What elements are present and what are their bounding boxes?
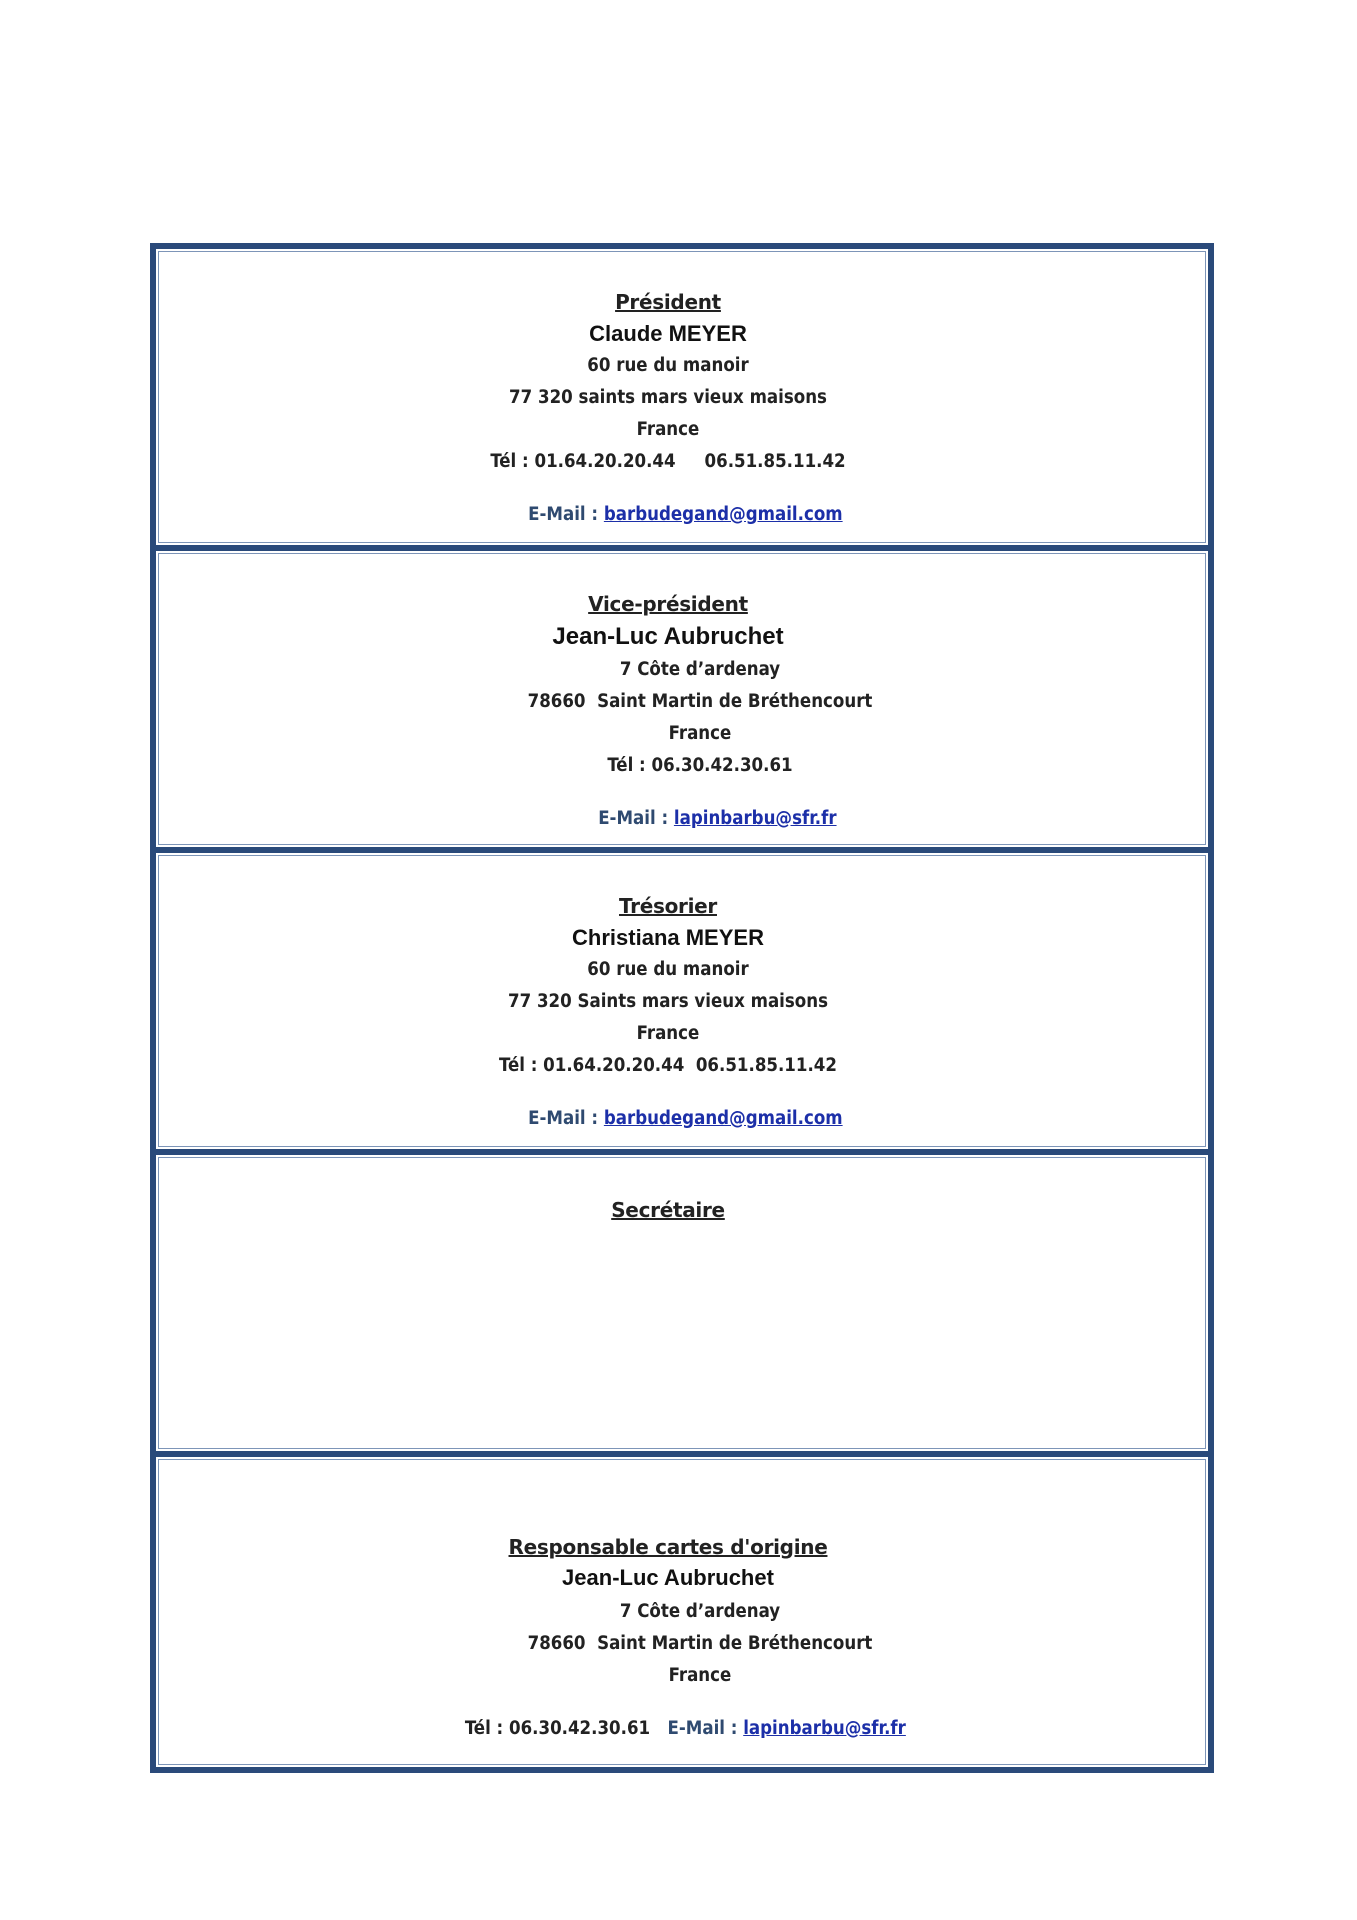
person-name: Claude MEYER [589, 321, 747, 346]
phone-email-line [142, 1697, 1194, 1760]
section-origin-cards-manager [150, 1451, 1214, 1773]
phone-numbers: Tél : 01.64.20.20.44 06.51.85.11.42 [499, 1055, 837, 1076]
country: France [636, 419, 700, 440]
email-line [174, 787, 1226, 850]
address-line-1: 60 rue du manoir [587, 355, 749, 376]
role-title: Responsable cartes d'origine [508, 1535, 828, 1559]
country: France [668, 1665, 732, 1686]
email-label: E-Mail : [528, 504, 604, 525]
person-name: Christiana MEYER [572, 925, 764, 950]
country: France [668, 723, 732, 744]
section-vice-president [150, 545, 1214, 853]
country: France [636, 1023, 700, 1044]
section-president [150, 243, 1214, 551]
address-line-1: 60 rue du manoir [587, 959, 749, 980]
address-line-1: 7 Côte d’ardenay [619, 1601, 781, 1622]
phone-number: Tél : 06.30.42.30.61 [607, 755, 793, 776]
email-link[interactable]: barbudegand@gmail.com [603, 1108, 843, 1129]
email-label: E-Mail : [528, 1108, 604, 1129]
address-line-2: 77 320 Saints mars vieux maisons [508, 991, 828, 1012]
address-line-1: 7 Côte d’ardenay [619, 659, 781, 680]
person-name: Jean-Luc Aubruchet [562, 1565, 774, 1590]
role-title: Président [615, 290, 721, 314]
email-link[interactable]: lapinbarbu@sfr.fr [743, 1718, 906, 1739]
address-line-2: 77 320 saints mars vieux maisons [509, 387, 827, 408]
section-treasurer [150, 847, 1214, 1155]
phone-number: Tél : 06.30.42.30.61 [464, 1718, 668, 1739]
section-secretary [150, 1149, 1214, 1457]
address-line-2: 78660 Saint Martin de Bréthencourt [527, 691, 873, 712]
email-link[interactable]: lapinbarbu@sfr.fr [673, 808, 837, 829]
person-name: Jean-Luc Aubruchet [552, 623, 784, 650]
role-title: Vice-président [588, 592, 748, 616]
email-label: E-Mail : [667, 1718, 744, 1739]
email-label: E-Mail : [598, 808, 674, 829]
role-title: Secrétaire [611, 1198, 725, 1222]
email-link[interactable]: barbudegand@gmail.com [603, 504, 843, 525]
role-title: Trésorier [619, 894, 717, 918]
address-line-2: 78660 Saint Martin de Bréthencourt [527, 1633, 873, 1654]
phone-numbers: Tél : 01.64.20.20.44 06.51.85.11.42 [490, 451, 846, 472]
email-line [142, 483, 1194, 546]
email-line [142, 1087, 1194, 1150]
officers-table [150, 243, 1214, 1773]
